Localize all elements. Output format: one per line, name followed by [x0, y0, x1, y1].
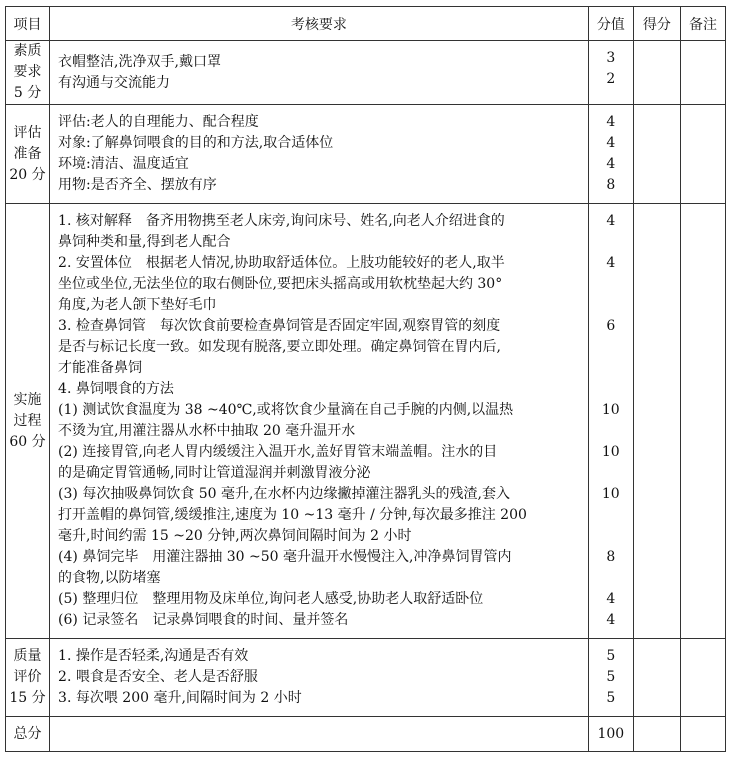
requirement-line: 用物:是否齐全、摆放有序	[58, 177, 217, 193]
note-cell	[680, 105, 725, 204]
score-value: 4	[606, 255, 616, 271]
requirement-line: 评估:老人的自理能力、配合程度	[58, 114, 259, 130]
requirement-line: 是否与标记长度一致。如发现有脱落,要立即处理。确定鼻饲管在胃内后,	[58, 339, 501, 355]
section-scores	[588, 204, 633, 639]
section-label-line: 实施	[13, 391, 42, 408]
requirement-line: (3) 每次抽吸鼻饲饮食 50 毫升,在水杯内边缘撇掉灌注器乳头的残渣,套入	[58, 486, 510, 502]
header-row	[6, 7, 726, 41]
requirement-line: 2. 喂食是否安全、老人是否舒服	[58, 669, 258, 685]
score-value: 5	[606, 669, 616, 685]
requirement-line: 3. 检查鼻饲管 每次饮食前要检查鼻饲管是否固定牢固,观察胃管的刻度	[58, 318, 501, 334]
requirement-line: 打开盖帽的鼻饲管,缓缓推注,速度为 10 ~13 毫升 / 分钟,每次最多推注 200	[58, 507, 527, 523]
score-value: 2	[606, 71, 616, 87]
note-cell	[680, 717, 725, 752]
total-score: 100	[588, 717, 633, 752]
requirement-line: 4. 鼻饲喂食的方法	[58, 381, 174, 397]
section-label-line: 要求	[13, 64, 42, 80]
obtained-cell	[633, 639, 680, 717]
score-value: 10	[601, 444, 620, 460]
section-label	[6, 639, 50, 717]
score-value	[589, 274, 633, 295]
score-value: 3	[606, 50, 616, 66]
score-value: 4	[606, 114, 616, 130]
score-value: 10	[601, 486, 620, 502]
header-requirement: 考核要求	[50, 7, 589, 41]
score-value	[589, 568, 633, 589]
total-label: 总分	[6, 717, 50, 752]
note-cell	[680, 639, 725, 717]
score-value	[589, 337, 633, 358]
requirement-line: 有沟通与交流能力	[58, 74, 171, 91]
section-row	[6, 204, 726, 639]
section-requirements	[50, 639, 589, 717]
score-value: 4	[606, 135, 616, 151]
section-label-line: 准备	[13, 145, 42, 162]
header-score: 分值	[588, 7, 633, 41]
score-value	[589, 232, 633, 253]
section-label	[6, 204, 50, 639]
score-value: 4	[606, 213, 616, 229]
obtained-cell	[633, 105, 680, 204]
requirement-line: 才能准备鼻饲	[58, 360, 143, 376]
requirement-line: 1. 核对解释 备齐用物携至老人床旁,询问床号、姓名,向老人介绍进食的	[58, 213, 505, 229]
section-label-line: 质量	[13, 648, 42, 664]
score-value: 6	[606, 318, 616, 334]
requirement-line: 环境:清洁、温度适宜	[58, 156, 189, 172]
score-value	[589, 463, 633, 484]
note-cell	[680, 204, 725, 639]
requirement-line: 衣帽整洁,洗净双手,戴口罩	[58, 53, 221, 70]
requirement-line: 的是确定胃管通畅,同时让管道湿润并刺激胃液分泌	[58, 465, 371, 481]
requirement-line: 的食物,以防堵塞	[58, 570, 161, 586]
requirement-line: (6) 记录签名 记录鼻饲喂食的时间、量并签名	[58, 612, 349, 628]
requirement-line: 对象:了解鼻饲喂食的目的和方法,取合适体位	[58, 135, 334, 151]
sections-body	[6, 41, 726, 752]
section-scores	[588, 639, 633, 717]
requirement-line: 毫升,时间约需 15 ~20 分钟,两次鼻饲间隔时间为 2 小时	[58, 528, 412, 544]
score-value	[589, 421, 633, 442]
score-value: 4	[606, 612, 616, 628]
requirement-line: 坐位或坐位,无法坐位的取右侧卧位,要把床头摇高或用软枕垫起大约 30°	[58, 276, 503, 292]
requirement-line: 鼻饲种类和量,得到老人配合	[58, 234, 231, 250]
requirement-line: 3. 每次喂 200 毫升,间隔时间为 2 小时	[58, 690, 302, 706]
score-value: 8	[606, 549, 616, 565]
section-requirements	[50, 41, 589, 105]
header-note: 备注	[680, 7, 725, 41]
section-label-line: 评估	[13, 124, 42, 141]
requirement-line: (2) 连接胃管,向老人胃内缓缓注入温开水,盖好胃管末端盖帽。注水的目	[58, 444, 498, 460]
section-requirements	[50, 204, 589, 639]
section-requirements	[50, 105, 589, 204]
obtained-cell	[633, 204, 680, 639]
requirement-line: 1. 操作是否轻柔,沟通是否有效	[58, 648, 249, 664]
section-row	[6, 41, 726, 105]
requirement-line: (1) 测试饮食温度为 38 ~40℃,或将饮食少量滴在自己手腕的内侧,以温热	[58, 402, 514, 418]
section-label	[6, 105, 50, 204]
score-value: 5	[606, 690, 616, 706]
score-value	[589, 295, 633, 316]
score-value: 4	[606, 156, 616, 172]
score-value: 8	[606, 177, 616, 193]
score-value	[589, 379, 633, 400]
obtained-cell	[633, 41, 680, 105]
section-label-line: 60 分	[9, 433, 46, 450]
section-label-line: 过程	[13, 412, 42, 429]
total-requirements	[50, 717, 589, 752]
score-value	[589, 526, 633, 547]
header-item: 项目	[6, 7, 50, 41]
section-row	[6, 639, 726, 717]
note-cell	[680, 41, 725, 105]
score-value	[589, 505, 633, 526]
score-value: 10	[601, 402, 620, 418]
total-row	[6, 717, 726, 752]
section-label-line: 5 分	[13, 85, 42, 101]
requirement-line: (5) 整理归位 整理用物及床单位,询问老人感受,协助老人取舒适卧位	[58, 591, 484, 607]
section-label-line: 评价	[13, 669, 42, 685]
requirement-line: 2. 安置体位 根据老人情况,协助取舒适体位。上肢功能较好的老人,取半	[58, 255, 505, 271]
requirement-line: 不烫为宜,用灌注器从水杯中抽取 20 毫升温开水	[58, 423, 356, 439]
score-value	[589, 358, 633, 379]
assessment-table	[5, 6, 726, 752]
section-label-line: 15 分	[9, 690, 46, 706]
obtained-cell	[633, 717, 680, 752]
section-label-line: 素质	[13, 43, 42, 59]
header-obtained: 得分	[633, 7, 680, 41]
requirement-line: 角度,为老人颌下垫好毛巾	[58, 297, 217, 313]
requirement-line: (4) 鼻饲完毕 用灌注器抽 30 ~50 毫升温开水慢慢注入,冲净鼻饲胃管内	[58, 549, 512, 565]
section-row	[6, 105, 726, 204]
section-scores	[588, 105, 633, 204]
score-value: 5	[606, 648, 616, 664]
section-label	[6, 41, 50, 105]
score-value: 4	[606, 591, 616, 607]
section-label-line: 20 分	[9, 166, 46, 183]
section-scores	[588, 41, 633, 105]
